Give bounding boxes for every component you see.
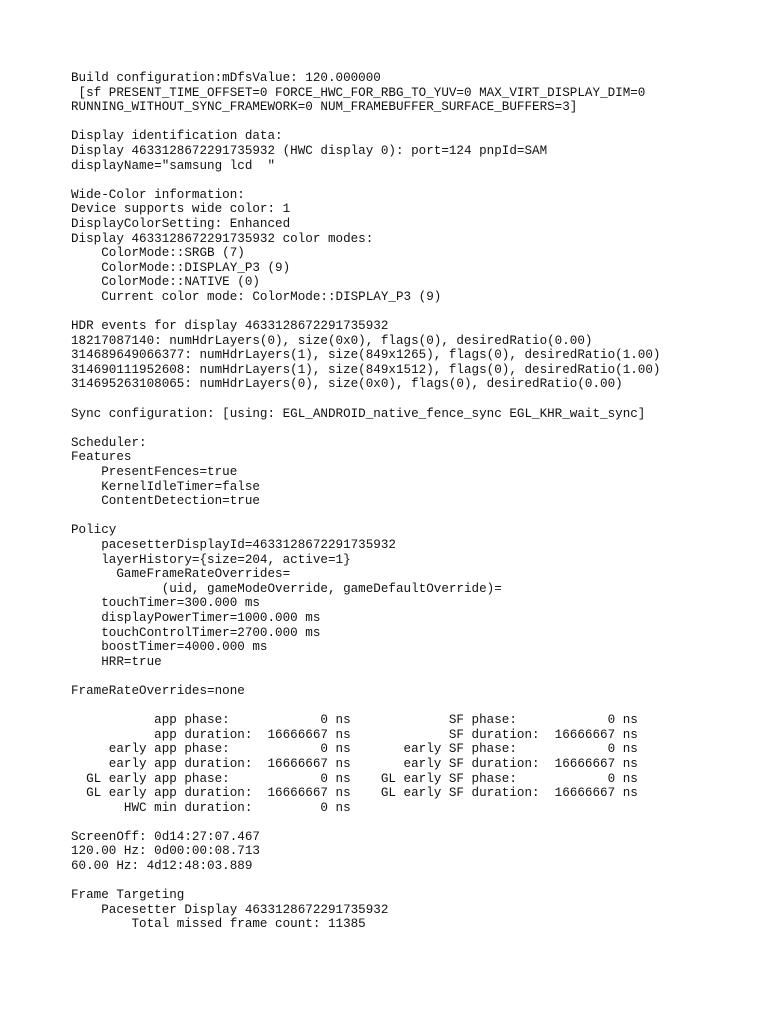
text-line: GL early app duration: 16666667 ns GL early SF duration: 16666667 ns	[71, 786, 638, 801]
text-line: 18217087140: numHdrLayers(0), size(0x0), flags(0), desiredRatio(0.00)	[71, 333, 593, 348]
text-line: ColorMode::SRGB (7)	[71, 246, 245, 261]
text-line: 314689649066377: numHdrLayers(1), size(849x1265), flags(0), desiredRatio(1.00)	[71, 348, 661, 363]
text-line: ColorMode::DISPLAY_P3 (9)	[71, 260, 291, 275]
text-line	[71, 392, 660, 407]
text-line: Current color mode: ColorMode::DISPLAY_P3 (9)	[71, 289, 442, 304]
text-line: ScreenOff: 0d14:27:07.467	[71, 829, 260, 844]
text-line: RUNNING_WITHOUT_SYNC_FRAMEWORK=0 NUM_FRAMEBUFFER_SURFACE_BUFFERS=3]	[71, 100, 578, 115]
text-line: displayName="samsung lcd "	[71, 158, 276, 173]
text-line: 314690111952608: numHdrLayers(1), size(849x1512), flags(0), desiredRatio(1.00)	[71, 362, 661, 377]
text-line: GL early app phase: 0 ns GL early SF phase: 0 ns	[71, 771, 638, 786]
text-line: FrameRateOverrides=none	[71, 683, 245, 698]
text-line: Scheduler:	[71, 435, 147, 450]
text-line: ColorMode::NATIVE (0)	[71, 275, 260, 290]
text-line	[71, 509, 660, 524]
text-line: DisplayColorSetting: Enhanced	[71, 216, 291, 231]
text-line: KernelIdleTimer=false	[71, 479, 260, 494]
text-line: early app duration: 16666667 ns early SF duration: 16666667 ns	[71, 756, 638, 771]
text-line: HDR events for display 4633128672291735932	[71, 319, 389, 334]
text-line: Sync configuration: [using: EGL_ANDROID_native_fence_sync EGL_KHR_wait_sync]	[71, 406, 646, 421]
text-line: PresentFences=true	[71, 465, 238, 480]
text-line	[71, 669, 660, 684]
text-line	[71, 115, 660, 130]
text-line: 120.00 Hz: 0d00:00:08.713	[71, 844, 260, 859]
text-line: Policy	[71, 523, 117, 538]
text-line	[71, 815, 660, 830]
text-line: layerHistory={size=204, active=1}	[71, 552, 351, 567]
text-line	[71, 699, 660, 714]
text-line: Pacesetter Display 4633128672291735932	[71, 902, 389, 917]
text-line	[71, 421, 660, 436]
text-line: [sf PRESENT_TIME_OFFSET=0 FORCE_HWC_FOR_RBG_TO_YUV=0 MAX_VIRT_DISPLAY_DIM=0	[71, 85, 646, 100]
text-line: touchTimer=300.000 ms	[71, 596, 260, 611]
text-line: Build configuration:mDfsValue: 120.000000	[71, 71, 381, 85]
text-line: early app phase: 0 ns early SF phase: 0 ns	[71, 742, 638, 757]
text-line	[71, 305, 660, 320]
text-line: Display 4633128672291735932 color modes:	[71, 231, 374, 246]
text-line: Features	[71, 450, 132, 465]
text-line: ContentDetection=true	[71, 494, 260, 509]
text-line: HWC min duration: 0 ns	[71, 800, 351, 815]
text-line: (uid, gameModeOverride, gameDefaultOverride)=	[71, 581, 502, 596]
text-line: GameFrameRateOverrides=	[71, 567, 291, 582]
text-line: boostTimer=4000.000 ms	[71, 640, 268, 655]
text-line: Wide-Color information:	[71, 187, 245, 202]
text-line: app duration: 16666667 ns SF duration: 16666667 ns	[71, 727, 638, 742]
text-line: Display identification data:	[71, 129, 283, 144]
text-line: pacesetterDisplayId=4633128672291735932	[71, 538, 396, 552]
text-line: 60.00 Hz: 4d12:48:03.889	[71, 859, 253, 874]
text-line: touchControlTimer=2700.000 ms	[71, 625, 321, 640]
dumpsys-output-text	[71, 71, 660, 932]
text-line: app phase: 0 ns SF phase: 0 ns	[71, 713, 638, 728]
text-line: Total missed frame count: 11385	[71, 917, 366, 932]
text-line	[71, 173, 660, 188]
text-line: 314695263108065: numHdrLayers(0), size(0x0), flags(0), desiredRatio(0.00)	[71, 377, 623, 392]
text-line: Frame Targeting	[71, 888, 185, 903]
text-line: Device supports wide color: 1	[71, 202, 291, 217]
text-line: displayPowerTimer=1000.000 ms	[71, 610, 321, 625]
text-line: Display 4633128672291735932 (HWC display 0): port=124 pnpId=SAM	[71, 143, 548, 158]
text-line	[71, 874, 660, 889]
text-line: HRR=true	[71, 654, 162, 669]
